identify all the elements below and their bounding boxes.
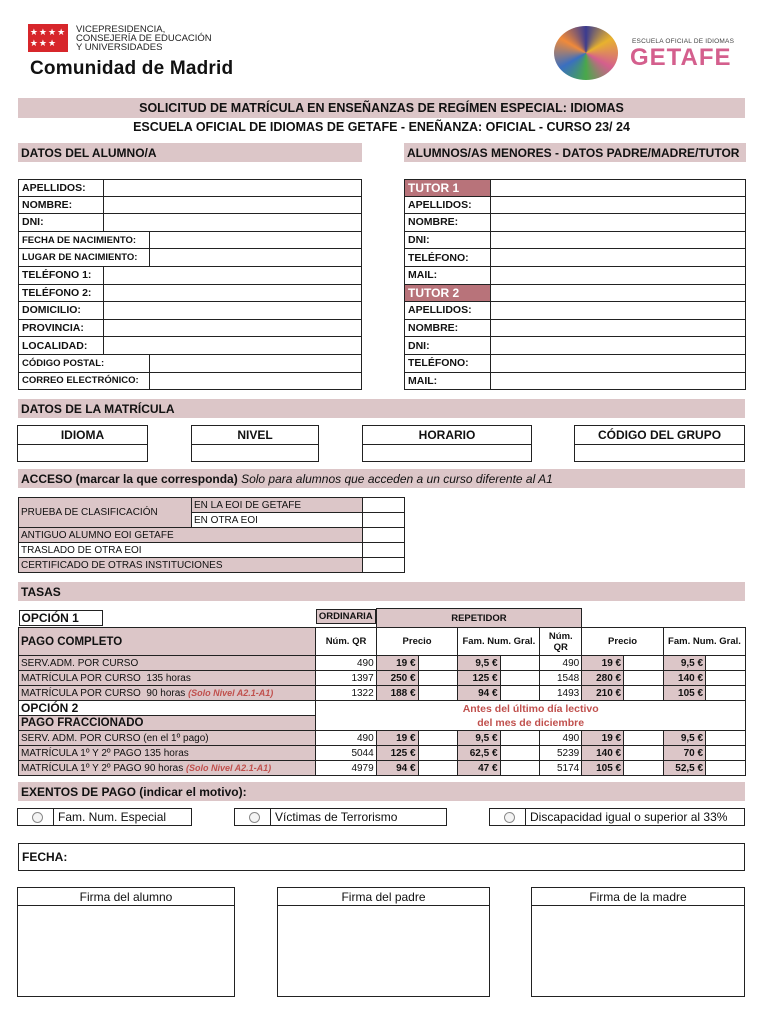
getafe-logo-icon xyxy=(554,26,618,80)
fee-row xyxy=(19,671,746,686)
student-field-input[interactable] xyxy=(150,355,361,372)
student-row xyxy=(18,197,362,215)
student-field-input[interactable] xyxy=(104,320,361,337)
fee-label: MATRÍCULA 1º Y 2º PAGO 90 horas xyxy=(21,762,186,774)
student-row xyxy=(18,214,362,232)
parent-field-input[interactable] xyxy=(491,355,745,372)
fee-qr: 5174 xyxy=(540,761,582,776)
fee-price-check[interactable] xyxy=(624,686,664,701)
fee-fam: 52,5 € xyxy=(663,761,705,776)
fee-qr: 490 xyxy=(540,731,582,746)
prueba-check-otra[interactable] xyxy=(363,513,405,528)
fee-fam-check[interactable] xyxy=(706,671,746,686)
fee-fam: 9,5 € xyxy=(458,656,500,671)
madrid-logo: ★★★★ ★★★ xyxy=(28,24,68,52)
opcion2-label: OPCIÓN 2 xyxy=(21,701,79,715)
student-field-input[interactable] xyxy=(104,214,361,231)
parent-field-input[interactable] xyxy=(491,249,745,266)
fee-price: 19 € xyxy=(582,656,624,671)
fee-qr: 1493 xyxy=(540,686,582,701)
gov-name: Comunidad de Madrid xyxy=(30,58,234,79)
gov-line2: CONSEJERÍA DE EDUCACIÓN xyxy=(76,33,212,44)
fee-row xyxy=(19,656,746,671)
student-row xyxy=(18,320,362,338)
student-row xyxy=(18,302,362,320)
pago-fraccionado-label: PAGO FRACCIONADO xyxy=(19,716,316,731)
student-field-input[interactable] xyxy=(150,249,361,266)
access-check-certificado[interactable] xyxy=(363,558,405,573)
tutor1-row xyxy=(404,179,746,197)
exempt-option-label: Discapacidad igual o superior al 33% xyxy=(530,810,728,824)
prueba-opt-getafe: EN LA EOI DE GETAFE xyxy=(192,498,363,513)
col-qr-header: Núm. QR xyxy=(540,628,582,656)
fee-price: 105 € xyxy=(582,761,624,776)
fee-fam-check[interactable] xyxy=(706,746,746,761)
student-field-label: CÓDIGO POSTAL: xyxy=(19,355,150,372)
fee-fam-check[interactable] xyxy=(706,686,746,701)
fee-row xyxy=(19,746,746,761)
school-small: ESCUELA OFICIAL DE IDIOMAS xyxy=(632,38,735,45)
fee-label: SERV. ADM. POR CURSO (en el 1º pago) xyxy=(21,732,209,744)
tutor2-label: TUTOR 2 xyxy=(405,285,491,302)
parents-fields xyxy=(404,179,746,390)
fee-fam: 94 € xyxy=(458,686,500,701)
parent-field-label: DNI: xyxy=(405,232,491,249)
fee-price: 19 € xyxy=(376,731,418,746)
parent-field-input[interactable] xyxy=(491,267,745,284)
parent-row xyxy=(404,373,746,391)
fee-price-check[interactable] xyxy=(418,746,458,761)
student-fields xyxy=(18,179,362,390)
fee-qr: 490 xyxy=(316,656,376,671)
fee-price-check[interactable] xyxy=(624,746,664,761)
parent-field-input[interactable] xyxy=(491,214,745,231)
signature-title: Firma del alumno xyxy=(18,888,234,906)
prueba-opt-otra: EN OTRA EOI xyxy=(192,513,363,528)
fee-fam-check[interactable] xyxy=(500,656,540,671)
student-field-label: FECHA DE NACIMIENTO: xyxy=(19,232,150,249)
fee-price-check[interactable] xyxy=(418,656,458,671)
fee-price: 19 € xyxy=(376,656,418,671)
fee-fam: 140 € xyxy=(663,671,705,686)
parent-row xyxy=(404,302,746,320)
parent-row xyxy=(404,267,746,285)
fee-price-check[interactable] xyxy=(624,761,664,776)
fee-qr: 1322 xyxy=(316,686,376,701)
fee-label: MATRÍCULA POR CURSO 90 horas xyxy=(21,687,189,699)
fee-fam-check[interactable] xyxy=(706,656,746,671)
enroll-col-header: CÓDIGO DEL GRUPO xyxy=(574,425,745,445)
tutor2-spacer xyxy=(491,285,745,302)
fee-price: 250 € xyxy=(376,671,418,686)
divider xyxy=(525,809,526,825)
fee-fam: 62,5 € xyxy=(458,746,500,761)
fee-fam: 47 € xyxy=(458,761,500,776)
parent-field-input[interactable] xyxy=(491,337,745,354)
student-field-label: LUGAR DE NACIMIENTO: xyxy=(19,249,150,266)
parent-field-label: DNI: xyxy=(405,337,491,354)
gov-line3: Y UNIVERSIDADES xyxy=(76,42,163,53)
parent-field-label: TELÉFONO: xyxy=(405,249,491,266)
parents-heading: ALUMNOS/AS MENORES - DATOS PADRE/MADRE/TUTOR xyxy=(404,143,746,162)
form-subtitle: ESCUELA OFICIAL DE IDIOMAS DE GETAFE - ENEÑANZA: OFICIAL - CURSO 23/ 24 xyxy=(133,119,630,134)
signature-box[interactable] xyxy=(17,887,235,997)
fee-fam-check[interactable] xyxy=(500,731,540,746)
parent-row xyxy=(404,355,746,373)
fee-price: 125 € xyxy=(376,746,418,761)
fee-label-cell xyxy=(19,731,316,746)
fee-note: (Solo Nivel A2.1-A1) xyxy=(185,762,272,773)
student-row xyxy=(18,355,362,373)
fee-price: 280 € xyxy=(582,671,624,686)
fee-label-cell xyxy=(19,656,316,671)
deadline-note-line2: del mes de diciembre xyxy=(477,716,585,729)
fee-label-cell xyxy=(19,761,316,776)
student-field-input[interactable] xyxy=(104,337,361,354)
student-field-input[interactable] xyxy=(104,180,361,196)
date-label: FECHA: xyxy=(22,850,68,864)
col-fam-header: Fam. Num. Gral. xyxy=(663,628,745,656)
fee-fam: 70 € xyxy=(663,746,705,761)
student-field-input[interactable] xyxy=(150,232,361,249)
parent-field-input[interactable] xyxy=(491,302,745,319)
student-field-label: APELLIDOS: xyxy=(19,180,104,196)
parent-field-input[interactable] xyxy=(491,232,745,249)
fee-fam: 125 € xyxy=(458,671,500,686)
fee-price-check[interactable] xyxy=(418,761,458,776)
student-field-label: PROVINCIA: xyxy=(19,320,104,337)
fee-fam-check[interactable] xyxy=(500,761,540,776)
student-row xyxy=(18,373,362,391)
fee-price-check[interactable] xyxy=(624,671,664,686)
signature-title: Firma del padre xyxy=(278,888,489,906)
fees-heading: TASAS xyxy=(18,582,745,601)
student-field-label: DOMICILIO: xyxy=(19,302,104,319)
fee-price-check[interactable] xyxy=(418,671,458,686)
repetidor-header: REPETIDOR xyxy=(376,609,582,628)
fee-qr: 490 xyxy=(540,656,582,671)
enroll-col-header: HORARIO xyxy=(362,425,532,445)
fee-qr: 490 xyxy=(316,731,376,746)
enrollment-heading: DATOS DE LA MATRÍCULA xyxy=(18,399,745,418)
date-field[interactable] xyxy=(18,843,745,871)
fee-fam-check[interactable] xyxy=(500,671,540,686)
fee-qr: 5044 xyxy=(316,746,376,761)
parent-row xyxy=(404,197,746,215)
fee-fam-check[interactable] xyxy=(500,686,540,701)
student-field-label: TELÉFONO 1: xyxy=(19,267,104,284)
enroll-col-header: NIVEL xyxy=(191,425,319,445)
enroll-col-input[interactable] xyxy=(362,444,532,462)
fee-fam-check[interactable] xyxy=(500,746,540,761)
tutor1-label: TUTOR 1 xyxy=(405,180,491,196)
fees-table xyxy=(18,608,746,776)
fee-price-check[interactable] xyxy=(624,731,664,746)
deadline-note xyxy=(316,701,746,731)
student-row xyxy=(18,267,362,285)
student-row xyxy=(18,285,362,303)
fee-fam: 9,5 € xyxy=(458,731,500,746)
fee-fam: 9,5 € xyxy=(663,656,705,671)
prueba-label: PRUEBA DE CLASIFICACIÓN xyxy=(19,498,192,528)
parent-row xyxy=(404,249,746,267)
tutor1-spacer xyxy=(491,180,745,196)
enroll-col-input[interactable] xyxy=(191,444,319,462)
parent-row xyxy=(404,337,746,355)
fee-fam-check[interactable] xyxy=(706,731,746,746)
student-field-input[interactable] xyxy=(104,267,361,284)
fee-note: (Solo Nivel A2.1-A1) xyxy=(188,687,274,698)
fee-row xyxy=(19,761,746,776)
parent-field-label: APELLIDOS: xyxy=(405,302,491,319)
col-fam-header: Fam. Num. Gral. xyxy=(458,628,540,656)
pago-completo-label: PAGO COMPLETO xyxy=(19,628,316,656)
fee-price-check[interactable] xyxy=(624,656,664,671)
parent-field-input[interactable] xyxy=(491,197,745,214)
student-field-input[interactable] xyxy=(104,197,361,214)
parent-field-label: MAIL: xyxy=(405,373,491,390)
exempt-option[interactable] xyxy=(234,808,447,826)
parent-field-label: NOMBRE: xyxy=(405,320,491,337)
access-table xyxy=(18,497,405,573)
deadline-note-line1: Antes del último día lectivo xyxy=(462,702,599,715)
radio-icon[interactable] xyxy=(504,812,515,823)
opcion1-label: OPCIÓN 1 xyxy=(19,610,103,626)
access-antiguo: ANTIGUO ALUMNO EOI GETAFE xyxy=(19,528,363,543)
col-precio-header: Precio xyxy=(376,628,458,656)
student-field-input[interactable] xyxy=(104,285,361,302)
parent-field-input[interactable] xyxy=(491,320,745,337)
student-field-label: DNI: xyxy=(19,214,104,231)
form-title: SOLICITUD DE MATRÍCULA EN ENSEÑANZAS DE REGÍMEN ESPECIAL: IDIOMAS xyxy=(18,98,745,118)
student-field-label: LOCALIDAD: xyxy=(19,337,104,354)
fee-fam: 105 € xyxy=(663,686,705,701)
enroll-col-header: IDIOMA xyxy=(17,425,148,445)
access-heading-bold: ACCESO (marcar la que corresponda) xyxy=(21,471,238,486)
exempt-option-label: Víctimas de Terrorismo xyxy=(275,810,398,824)
parent-field-label: TELÉFONO: xyxy=(405,355,491,372)
parent-row xyxy=(404,232,746,250)
signature-title: Firma de la madre xyxy=(532,888,744,906)
fee-price: 140 € xyxy=(582,746,624,761)
signature-box[interactable] xyxy=(531,887,745,997)
fee-label: SERV.ADM. POR CURSO xyxy=(21,657,139,669)
parent-field-label: APELLIDOS: xyxy=(405,197,491,214)
access-heading-italic: Solo para alumnos que acceden a un curso diferente al A1 xyxy=(237,471,553,486)
fee-price-check[interactable] xyxy=(418,686,458,701)
fee-fam: 9,5 € xyxy=(663,731,705,746)
student-heading: DATOS DEL ALUMNO/A xyxy=(18,143,362,162)
student-row xyxy=(18,249,362,267)
exempt-option-label: Fam. Num. Especial xyxy=(58,810,167,824)
fee-qr: 1397 xyxy=(316,671,376,686)
access-check-traslado[interactable] xyxy=(363,543,405,558)
student-row xyxy=(18,179,362,197)
fee-qr: 4979 xyxy=(316,761,376,776)
gov-text xyxy=(76,25,212,52)
radio-icon[interactable] xyxy=(32,812,43,823)
tutor2-row xyxy=(404,285,746,303)
fee-price: 94 € xyxy=(376,761,418,776)
prueba-check-getafe[interactable] xyxy=(363,498,405,513)
exempt-heading: EXENTOS DE PAGO (indicar el motivo): xyxy=(18,782,745,801)
col-precio-header: Precio xyxy=(582,628,664,656)
parent-field-label: NOMBRE: xyxy=(405,214,491,231)
ordinaria-header: ORDINARIA xyxy=(316,609,376,624)
fee-price: 210 € xyxy=(582,686,624,701)
enroll-col-input[interactable] xyxy=(574,444,745,462)
fee-fam-check[interactable] xyxy=(706,761,746,776)
fee-row xyxy=(19,731,746,746)
access-certificado: CERTIFICADO DE OTRAS INSTITUCIONES xyxy=(19,558,363,573)
fee-label-cell xyxy=(19,686,316,701)
student-field-label: NOMBRE: xyxy=(19,197,104,214)
fee-price: 188 € xyxy=(376,686,418,701)
gov-line1: VICEPRESIDENCIA, xyxy=(76,24,166,35)
parent-field-label: MAIL: xyxy=(405,267,491,284)
student-row xyxy=(18,232,362,250)
student-field-label: CORREO ELECTRÓNICO: xyxy=(19,373,150,390)
parent-row xyxy=(404,214,746,232)
fee-label-cell xyxy=(19,746,316,761)
access-heading xyxy=(18,469,745,488)
exempt-option[interactable] xyxy=(17,808,192,826)
fee-qr: 1548 xyxy=(540,671,582,686)
student-field-input[interactable] xyxy=(150,373,361,390)
col-qr-header: Núm. QR xyxy=(316,628,376,656)
exempt-option[interactable] xyxy=(489,808,745,826)
enroll-col-input[interactable] xyxy=(17,444,148,462)
fee-price-check[interactable] xyxy=(418,731,458,746)
school-big: GETAFE xyxy=(630,44,732,71)
signature-box[interactable] xyxy=(277,887,490,997)
radio-icon[interactable] xyxy=(249,812,260,823)
opcion2-cell xyxy=(19,701,316,716)
fee-label-cell xyxy=(19,671,316,686)
access-traslado: TRASLADO DE OTRA EOI xyxy=(19,543,363,558)
parent-field-input[interactable] xyxy=(491,373,745,390)
student-field-label: TELÉFONO 2: xyxy=(19,285,104,302)
student-field-input[interactable] xyxy=(104,302,361,319)
fee-qr: 5239 xyxy=(540,746,582,761)
opcion1-cell xyxy=(19,609,316,628)
parent-row xyxy=(404,320,746,338)
fee-label: MATRÍCULA 1º Y 2º PAGO 135 horas xyxy=(21,747,189,759)
divider xyxy=(53,809,54,825)
fee-row xyxy=(19,686,746,701)
fee-price: 19 € xyxy=(582,731,624,746)
fee-label: MATRÍCULA POR CURSO 135 horas xyxy=(21,672,191,684)
divider xyxy=(270,809,271,825)
access-check-antiguo[interactable] xyxy=(363,528,405,543)
student-row xyxy=(18,337,362,355)
